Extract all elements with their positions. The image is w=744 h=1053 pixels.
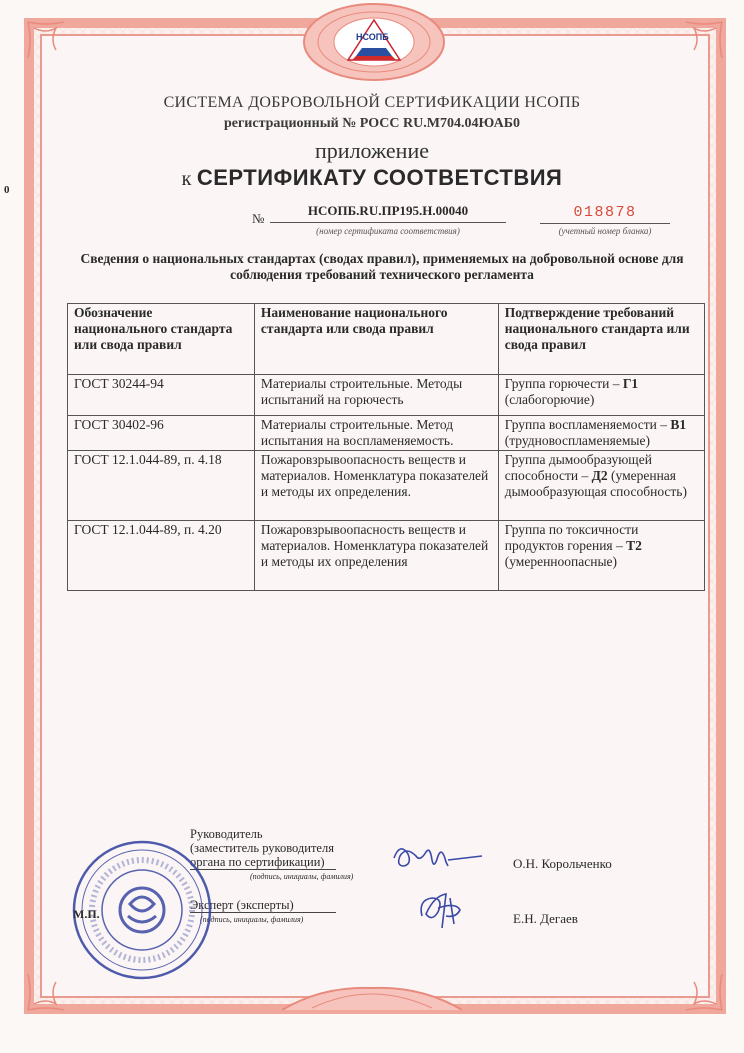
table-cell [498, 451, 704, 521]
table-cell: ГОСТ 30402-96 [68, 416, 255, 451]
table-row [68, 521, 705, 591]
registration-number: регистрационный № РОСС RU.М704.04ЮАБ0 [223, 116, 521, 131]
table-cell: Материалы строительные. Методы испытаний на горючесть [254, 375, 498, 416]
head-handwritten-signature-icon [386, 836, 486, 880]
certificate-title-main: СЕРТИФИКАТУ СООТВЕТСТВИЯ [196, 165, 563, 190]
logo-label: НСОПБ [356, 32, 389, 42]
cell-text: Группа воспламеняемости – [504, 417, 671, 432]
expert-handwritten-signature-icon [412, 888, 472, 932]
number-sign: № [252, 211, 265, 226]
cell-group-code: Т2 [626, 538, 642, 553]
expert-signature-caption: (подпись, инициалы, фамилия) [200, 915, 304, 924]
cell-text: (умеренная дымообразующая способность) [504, 468, 687, 499]
table-cell: ГОСТ 30244-94 [68, 375, 255, 416]
side-mark: 0 [4, 184, 10, 196]
table-cell [498, 416, 704, 451]
head-title-line: Руководитель [190, 827, 263, 841]
cell-text: (трудновоспламеняемые) [504, 433, 650, 448]
table-cell [498, 375, 704, 416]
expert-name: Е.Н. Дегаев [513, 911, 578, 926]
corner-ornament-icon [684, 20, 724, 60]
table-header-row [68, 304, 705, 375]
head-signature-caption: (подпись, инициалы, фамилия) [250, 872, 354, 881]
bottom-ornament-icon [282, 982, 462, 1012]
table-cell: Пожаровзрывоопасность веществ и материалов. Номенклатура показателей и методы их определения. [254, 451, 498, 521]
blank-number: 018878 [540, 204, 670, 224]
corner-ornament-icon [684, 972, 724, 1012]
table-cell: Пожаровзрывоопасность веществ и материалов. Номенклатура показателей и методы их определения [254, 521, 498, 591]
table-row [68, 416, 705, 451]
cell-text: Группа дымообразующей способности – [504, 452, 652, 483]
seal-mark: М.П. [73, 907, 100, 921]
head-signature-block [190, 827, 353, 884]
blank-number-caption: (учетный номер бланка) [558, 226, 652, 236]
cell-group-code: Д2 [591, 468, 608, 483]
table-header: Подтверждение требований национального стандарта или свода правил [498, 304, 704, 375]
table-cell [498, 521, 704, 591]
head-title-line: органа по сертификации) [190, 855, 336, 870]
intro-text: Сведения о национальных стандартах (сводах правил), применяемых на добровольной основе для соблюдения требований технического регламента [80, 251, 684, 282]
table-cell: ГОСТ 12.1.044-89, п. 4.20 [68, 521, 255, 591]
certificate-title-prefix: к [181, 168, 192, 190]
corner-ornament-icon [26, 20, 66, 60]
corner-ornament-icon [26, 972, 66, 1012]
cell-group-code: Г1 [622, 376, 639, 391]
head-title-line: (заместитель руководителя [190, 841, 334, 855]
table-row [68, 451, 705, 521]
table-row [68, 375, 705, 416]
certificate-number: НСОПБ.RU.ПР195.Н.00040 [270, 203, 506, 223]
standards-table [67, 303, 705, 591]
cell-text: (слабогорючие) [504, 392, 595, 407]
table-cell: Материалы строительные. Метод испытания на воспламеняемость. [254, 416, 498, 451]
head-name: О.Н. Корольченко [513, 856, 612, 871]
certificate-number-caption: (номер сертификата соответствия) [316, 226, 460, 236]
cell-group-code: В1 [670, 417, 687, 432]
expert-title: Эксперт (эксперты) [190, 898, 336, 913]
table-cell: ГОСТ 12.1.044-89, п. 4.18 [68, 451, 255, 521]
table-header: Наименование национального стандарта или свода правил [254, 304, 498, 375]
certificate-title [0, 165, 744, 191]
table-header: Обозначение национального стандарта или свода правил [68, 304, 255, 375]
system-title: СИСТЕМА ДОБРОВОЛЬНОЙ СЕРТИФИКАЦИИ НСОПБ [163, 94, 581, 111]
cell-text: Группа по токсичности продуктов горения – [504, 522, 639, 553]
appendix-title: приложение [315, 138, 429, 163]
cell-text: Группа горючести – [504, 376, 623, 391]
cell-text: (умеренноопасные) [504, 554, 618, 569]
